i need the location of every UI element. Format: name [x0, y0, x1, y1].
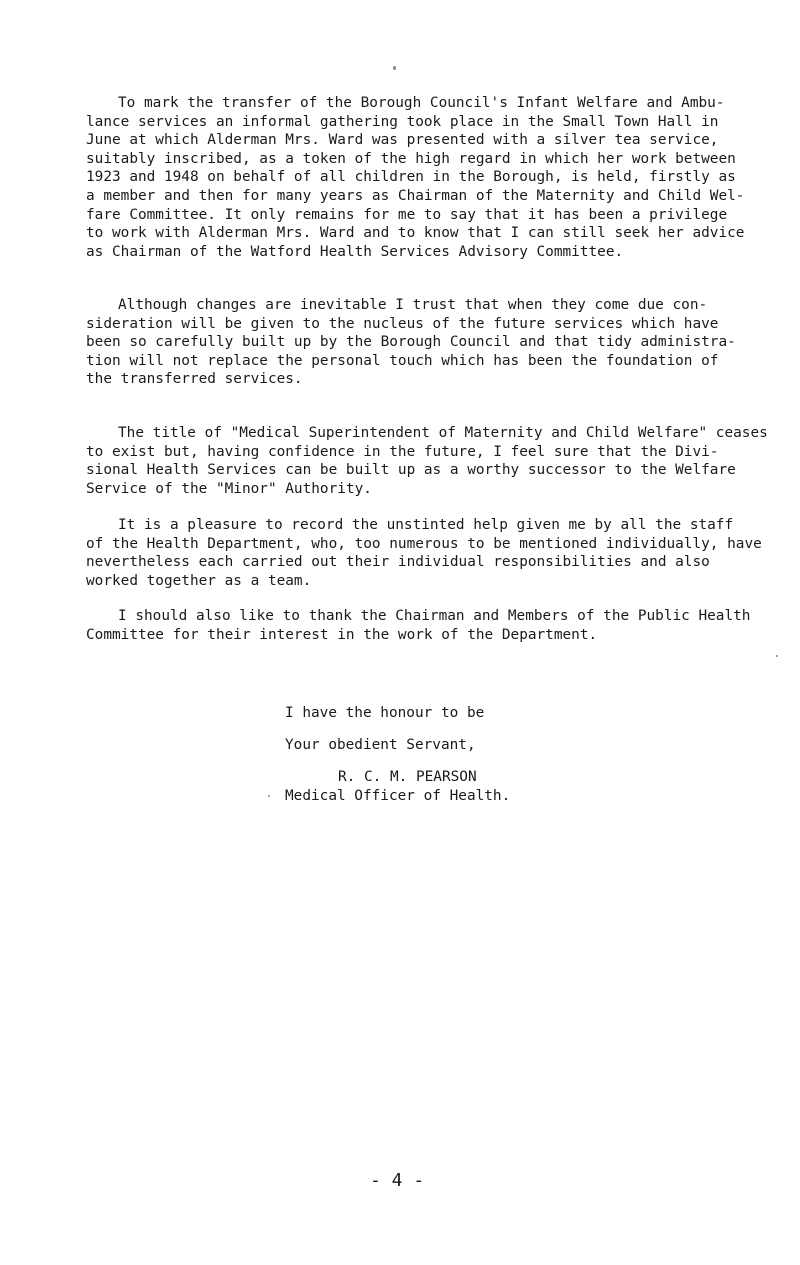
closing-honour: I have the honour to be [285, 705, 485, 721]
text-line: June at which Alderman Mrs. Ward was presented with a silver tea service, [86, 132, 719, 149]
scan-speck [268, 795, 270, 797]
text-line: worked together as a team. [86, 572, 312, 589]
paragraph-committee-thanks [86, 607, 751, 644]
signatory-title: Medical Officer of Health. [285, 788, 511, 804]
paragraph-transfer-gathering [86, 94, 745, 261]
text-line: sional Health Services can be built up as a worthy successor to the Welfare [86, 462, 736, 479]
text-line: of the Health Department, who, too numerous to be mentioned individually, have [86, 535, 762, 552]
text-line: lance services an informal gathering took place in the Small Town Hall in [86, 113, 719, 130]
text-line: to exist but, having confidence in the future, I feel sure that the Divi- [86, 443, 719, 460]
closing-servant: Your obedient Servant, [285, 737, 476, 753]
text-line: to work with Alderman Mrs. Ward and to know that I can still seek her advice [86, 225, 745, 242]
text-line: Although changes are inevitable I trust that when they come due con- [118, 297, 708, 313]
scan-speck [776, 655, 778, 657]
page-number: - 4 - [370, 1170, 425, 1191]
text-line: The title of "Medical Superintendent of Maternity and Child Welfare" ceases [118, 425, 768, 441]
paragraph-staff-thanks [86, 516, 762, 590]
text-line: fare Committee. It only remains for me to say that it has been a privilege [86, 206, 728, 223]
text-line: as Chairman of the Watford Health Services Advisory Committee. [86, 243, 624, 260]
text-line: nevertheless each carried out their individual responsibilities and also [86, 554, 710, 571]
text-line: Service of the "Minor" Authority. [86, 480, 372, 497]
text-line: It is a pleasure to record the unstinted help given me by all the staff [118, 517, 734, 533]
text-line: a member and then for many years as Chairman of the Maternity and Child Wel- [86, 187, 745, 204]
text-line: To mark the transfer of the Borough Council's Infant Welfare and Ambu- [118, 95, 725, 111]
text-line: suitably inscribed, as a token of the high regard in which her work between [86, 150, 736, 167]
text-line: the transferred services. [86, 371, 303, 388]
text-line: Committee for their interest in the work of the Department. [86, 626, 598, 643]
text-line: tion will not replace the personal touch which has been the foundation of [86, 352, 719, 369]
text-line: I should also like to thank the Chairman and Members of the Public Health [118, 608, 751, 624]
paragraph-title-ceases [86, 424, 768, 498]
text-line: sideration will be given to the nucleus of the future services which have [86, 315, 719, 332]
text-line: been so carefully built up by the Borough Council and that tidy administra- [86, 334, 736, 351]
paragraph-changes [86, 296, 736, 389]
scan-speck [393, 66, 396, 70]
text-line: 1923 and 1948 on behalf of all children in the Borough, is held, firstly as [86, 169, 736, 186]
signatory-name: R. C. M. PEARSON [338, 769, 477, 785]
